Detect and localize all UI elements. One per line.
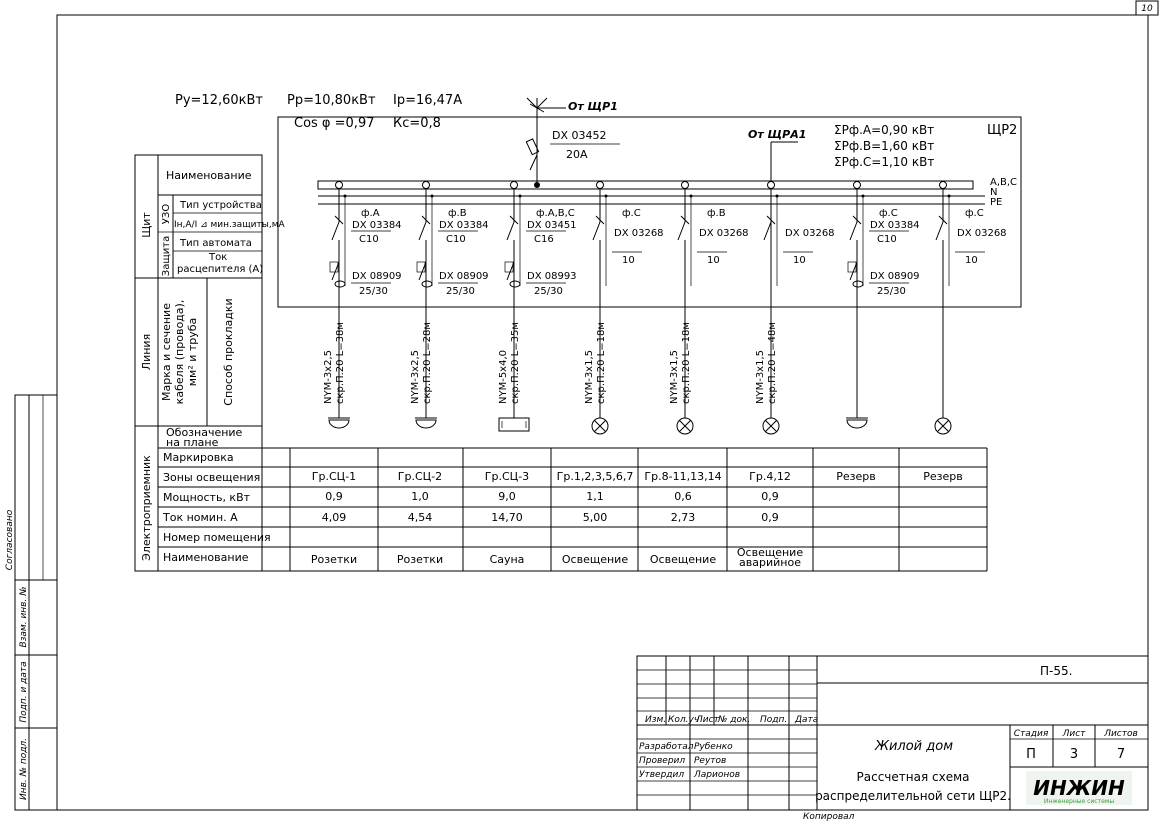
bus-tap-4 xyxy=(597,182,604,189)
neutral-joint-7 xyxy=(862,195,865,198)
bus-label-n: N xyxy=(990,187,998,198)
elektropriemnik-label: Электроприемник xyxy=(140,455,153,561)
panel-name: ЩР2 xyxy=(987,123,1018,138)
name-proveril: Реутов xyxy=(694,756,727,766)
col-izm: Изм. xyxy=(645,715,667,725)
liniya-label: Линия xyxy=(140,333,153,371)
company-logo-text: ИНЖИН xyxy=(1033,776,1125,800)
name-cell-2: Розетки xyxy=(396,553,444,566)
cable-route-4: скр.П.20 L=18м xyxy=(596,322,607,404)
breaker-contact-8 xyxy=(936,222,943,240)
cable-route-3: скр.П.20 L=35м xyxy=(510,322,521,404)
neutral-joint-5 xyxy=(690,195,693,198)
kc-value: Кс=0,8 xyxy=(393,116,441,131)
breaker-rating-6: 10 xyxy=(793,255,806,266)
current-cell-2: 4,54 xyxy=(407,511,433,524)
current-cell-4: 5,00 xyxy=(582,511,608,524)
phase-label-4: ф.С xyxy=(622,208,641,219)
cable-route-5: скр.П.20 L=18м xyxy=(681,322,692,404)
cable-type-5: NYM-3x1,5 xyxy=(669,349,680,404)
phase-label-5: ф.В xyxy=(707,208,726,219)
rcd-rating-1: 25/30 xyxy=(359,286,388,297)
current-cell-6: 0,9 xyxy=(761,511,779,524)
zone-cell-8: Резерв xyxy=(923,470,963,483)
drawing-title-1: Рассчетная схема xyxy=(856,770,970,784)
sum-phase-c: ΣРф.С=1,10 кВт xyxy=(834,155,935,169)
cable-route-1: скр.П.20 L=38м xyxy=(335,322,346,404)
breaker-contact-1 xyxy=(332,222,339,240)
col-ndok: № док. xyxy=(718,715,751,725)
socket-symbol-1 xyxy=(329,420,349,428)
power-cell-5: 0,6 xyxy=(674,490,692,503)
current-cell-3: 14,70 xyxy=(491,511,523,524)
bus-tap-5 xyxy=(682,182,689,189)
breaker-model-2: DX 03384 xyxy=(439,220,489,231)
breaker-rating-4: 10 xyxy=(622,255,635,266)
col-podp: Подп. xyxy=(760,715,788,725)
left-table xyxy=(135,155,286,571)
marka-label-2: кабеля (провода), xyxy=(173,299,186,405)
main-bus-joint xyxy=(534,182,540,188)
cable-type-6: NYM-3x1,5 xyxy=(755,349,766,404)
uzo-label: УЗО xyxy=(161,203,172,225)
breaker-contact-7 xyxy=(850,222,857,240)
neutral-joint-4 xyxy=(605,195,608,198)
drawing-title-2: распределительной сети ЩР2. xyxy=(815,789,1011,803)
breaker-model-1: DX 03384 xyxy=(352,220,402,231)
zone-cell-7: Резерв xyxy=(836,470,876,483)
side-stamp-inv: Инв. № подл. xyxy=(19,737,29,801)
name-cell-1: Розетки xyxy=(310,553,358,566)
role-razrabotal: Разработал xyxy=(639,742,694,752)
breaker-model-4: DX 03268 xyxy=(614,228,664,239)
neutral-joint-8 xyxy=(948,195,951,198)
side-stamps xyxy=(5,395,57,810)
rcd-rating-2: 25/30 xyxy=(446,286,475,297)
bus-label-abc: A,B,C xyxy=(990,177,1018,188)
rcd-coil-2 xyxy=(422,281,432,287)
side-stamp-soglasovano: Согласовано xyxy=(5,509,15,571)
phase-label-7: ф.С xyxy=(879,208,898,219)
title-block xyxy=(637,656,1148,822)
from-emergency-label: От ЩРА1 xyxy=(748,128,807,141)
breaker-rating-7: C10 xyxy=(877,234,897,245)
sheets-value: 7 xyxy=(1116,747,1126,762)
breaker-model-8: DX 03268 xyxy=(957,228,1007,239)
ip-value: Iр=16,47А xyxy=(393,93,463,108)
breaker-contact-5 xyxy=(678,222,685,240)
breaker-contact-4 xyxy=(593,222,600,240)
busbars xyxy=(318,181,985,204)
cable-type-3: NYM-5x4,0 xyxy=(498,349,509,404)
copied-label: Копировал xyxy=(803,812,855,822)
breaker-rating-2: C10 xyxy=(446,234,466,245)
breaker-model-6: DX 03268 xyxy=(785,228,835,239)
name-cell-5: Освещение xyxy=(649,553,717,566)
power-cell-6: 0,9 xyxy=(761,490,779,503)
sheet-value: 3 xyxy=(1069,747,1079,762)
name-cell-6: Освещение аварийное xyxy=(736,546,804,569)
power-cell-2: 1,0 xyxy=(411,490,429,503)
rcd-model-2: DX 08909 xyxy=(439,271,489,282)
phase-label-3: ф.А,В,С xyxy=(536,208,575,219)
col-data: Дата xyxy=(795,715,819,725)
breaker-model-3: DX 03451 xyxy=(527,220,577,231)
breaker-contact-6 xyxy=(764,222,771,240)
rcd-coil-3 xyxy=(510,281,520,287)
side-stamp-vzam: Взам. инв. № xyxy=(19,586,29,648)
row-label-naimenovanie: Наименование xyxy=(163,551,249,564)
naimenovanie-label: Наименование xyxy=(166,169,252,182)
rcd-model-7: DX 08909 xyxy=(870,271,920,282)
group-feeders xyxy=(311,182,1007,570)
stage-value: П xyxy=(1026,747,1036,762)
header-values xyxy=(175,93,462,131)
stage-label: Стадия xyxy=(1013,729,1049,739)
name-cell-4: Освещение xyxy=(561,553,629,566)
object-name: Жилой дом xyxy=(874,739,954,754)
name-utverdil: Ларионов xyxy=(694,770,741,780)
sum-phase-b: ΣРф.В=1,60 кВт xyxy=(834,139,935,153)
tok-label-2: расцепителя (А) xyxy=(177,264,264,275)
tip-ustroystva-label: Тип устройства xyxy=(180,200,262,211)
rcd-rating-7: 25/30 xyxy=(877,286,906,297)
zone-cell-5: Гр.8-11,13,14 xyxy=(644,470,722,483)
pp-value: Рр=10,80кВт xyxy=(287,93,376,108)
breaker-rating-8: 10 xyxy=(965,255,978,266)
breaker-rating-1: C10 xyxy=(359,234,379,245)
sauna-symbol-3 xyxy=(499,418,529,431)
tok-label-1: Ток xyxy=(209,252,228,263)
bus-tap-1 xyxy=(336,182,343,189)
sheet-corner-number: 10 xyxy=(1141,4,1153,14)
cos-value: Cos φ =0,97 xyxy=(294,116,375,131)
zone-cell-6: Гр.4,12 xyxy=(749,470,791,483)
oboznachenie-label-2: на плане xyxy=(166,436,219,449)
name-cell-3: Сауна xyxy=(489,553,525,566)
role-proveril: Проверил xyxy=(639,756,686,766)
side-stamp-podp: Подп. и дата xyxy=(19,661,29,723)
rcd-rating-3: 25/30 xyxy=(534,286,563,297)
cable-type-2: NYM-3x2,5 xyxy=(410,349,421,404)
sheet-label: Лист xyxy=(1062,729,1086,739)
neutral-joint-6 xyxy=(776,195,779,198)
company-logo-subtitle: Инженерные системы xyxy=(1043,798,1115,805)
power-cell-4: 1,1 xyxy=(586,490,604,503)
breaker-contact-2 xyxy=(419,222,426,240)
col-kol: Кол.уч xyxy=(668,715,700,725)
group-8 xyxy=(935,182,985,435)
in-label: Iн,А/I ⊿ мин.защиты,мА xyxy=(174,220,285,230)
row-label-markirovka: Маркировка xyxy=(163,451,234,464)
neutral-joint-1 xyxy=(344,195,347,198)
group-7 xyxy=(846,182,909,429)
phase-label-8: ф.С xyxy=(965,208,984,219)
cable-type-1: NYM-3x2,5 xyxy=(323,349,334,404)
cable-route-2: скр.П.20 L=28м xyxy=(422,322,433,404)
rcd-model-3: DX 08993 xyxy=(527,271,577,282)
breaker-contact-3 xyxy=(507,222,514,240)
row-label-nomer: Номер помещения xyxy=(163,531,271,544)
breaker-model-5: DX 03268 xyxy=(699,228,749,239)
phase-label-2: ф.В xyxy=(448,208,467,219)
breaker-model-7: DX 03384 xyxy=(870,220,920,231)
cable-route-6: скр.П.20 L=48м xyxy=(767,322,778,404)
breaker-rating-3: C16 xyxy=(534,234,554,245)
rcd-model-1: DX 08909 xyxy=(352,271,402,282)
row-label-tok: Ток номин. А xyxy=(163,511,238,524)
bus-tap-7 xyxy=(854,182,861,189)
socket-symbol-7 xyxy=(847,420,867,428)
bus-tap-6 xyxy=(768,182,775,189)
bus-label-pe: PE xyxy=(990,197,1003,208)
bus-tap-3 xyxy=(511,182,518,189)
tip-avtomata-label: Тип автомата xyxy=(180,238,252,249)
cable-type-4: NYM-3x1,5 xyxy=(584,349,595,404)
row-label-zony: Зоны освещения xyxy=(163,471,261,484)
main-input xyxy=(526,98,620,188)
role-utverdil: Утвердил xyxy=(639,770,685,780)
socket-symbol-2 xyxy=(416,420,436,428)
current-cell-5: 2,73 xyxy=(670,511,696,524)
breaker-rating-5: 10 xyxy=(707,255,720,266)
power-cell-1: 0,9 xyxy=(325,490,343,503)
neutral-joint-3 xyxy=(519,195,522,198)
zone-cell-3: Гр.СЦ-3 xyxy=(484,470,530,483)
main-device: DX 03452 xyxy=(552,129,607,142)
rcd-coil-7 xyxy=(853,281,863,287)
zone-cell-2: Гр.СЦ-2 xyxy=(397,470,443,483)
bus-tap-8 xyxy=(940,182,947,189)
bus-tap-2 xyxy=(423,182,430,189)
phase-label-1: ф.А xyxy=(361,208,380,219)
row-label-moshchnost: Мощность, кВт xyxy=(163,491,251,504)
rcd-coil-1 xyxy=(335,281,345,287)
main-rating: 20А xyxy=(566,148,588,161)
marka-label-1: Марка и сечение xyxy=(160,303,173,401)
sposob-label: Способ прокладки xyxy=(222,298,235,406)
zone-cell-1: Гр.СЦ-1 xyxy=(311,470,357,483)
marka-label-3: мм² и труба xyxy=(186,317,199,387)
power-cell-3: 9,0 xyxy=(498,490,516,503)
py-value: Ру=12,60кВт xyxy=(175,93,263,108)
oboznachenie-label-1: Обозначение xyxy=(166,426,243,439)
sum-phase-a: ΣРф.А=0,90 кВт xyxy=(834,123,935,137)
shchit-label: Щит xyxy=(140,212,153,238)
zone-cell-4: Гр.1,2,3,5,6,7 xyxy=(556,470,634,483)
sheets-label: Листов xyxy=(1104,729,1138,739)
name-razrabotal: Рубенко xyxy=(694,742,733,752)
from-main-label: От ЩР1 xyxy=(568,100,618,113)
neutral-joint-2 xyxy=(431,195,434,198)
drawing-code: П-55. xyxy=(1040,664,1073,678)
col-list: Лист xyxy=(696,715,719,725)
current-cell-1: 4,09 xyxy=(321,511,347,524)
zashchita-label: Защита xyxy=(161,235,172,277)
